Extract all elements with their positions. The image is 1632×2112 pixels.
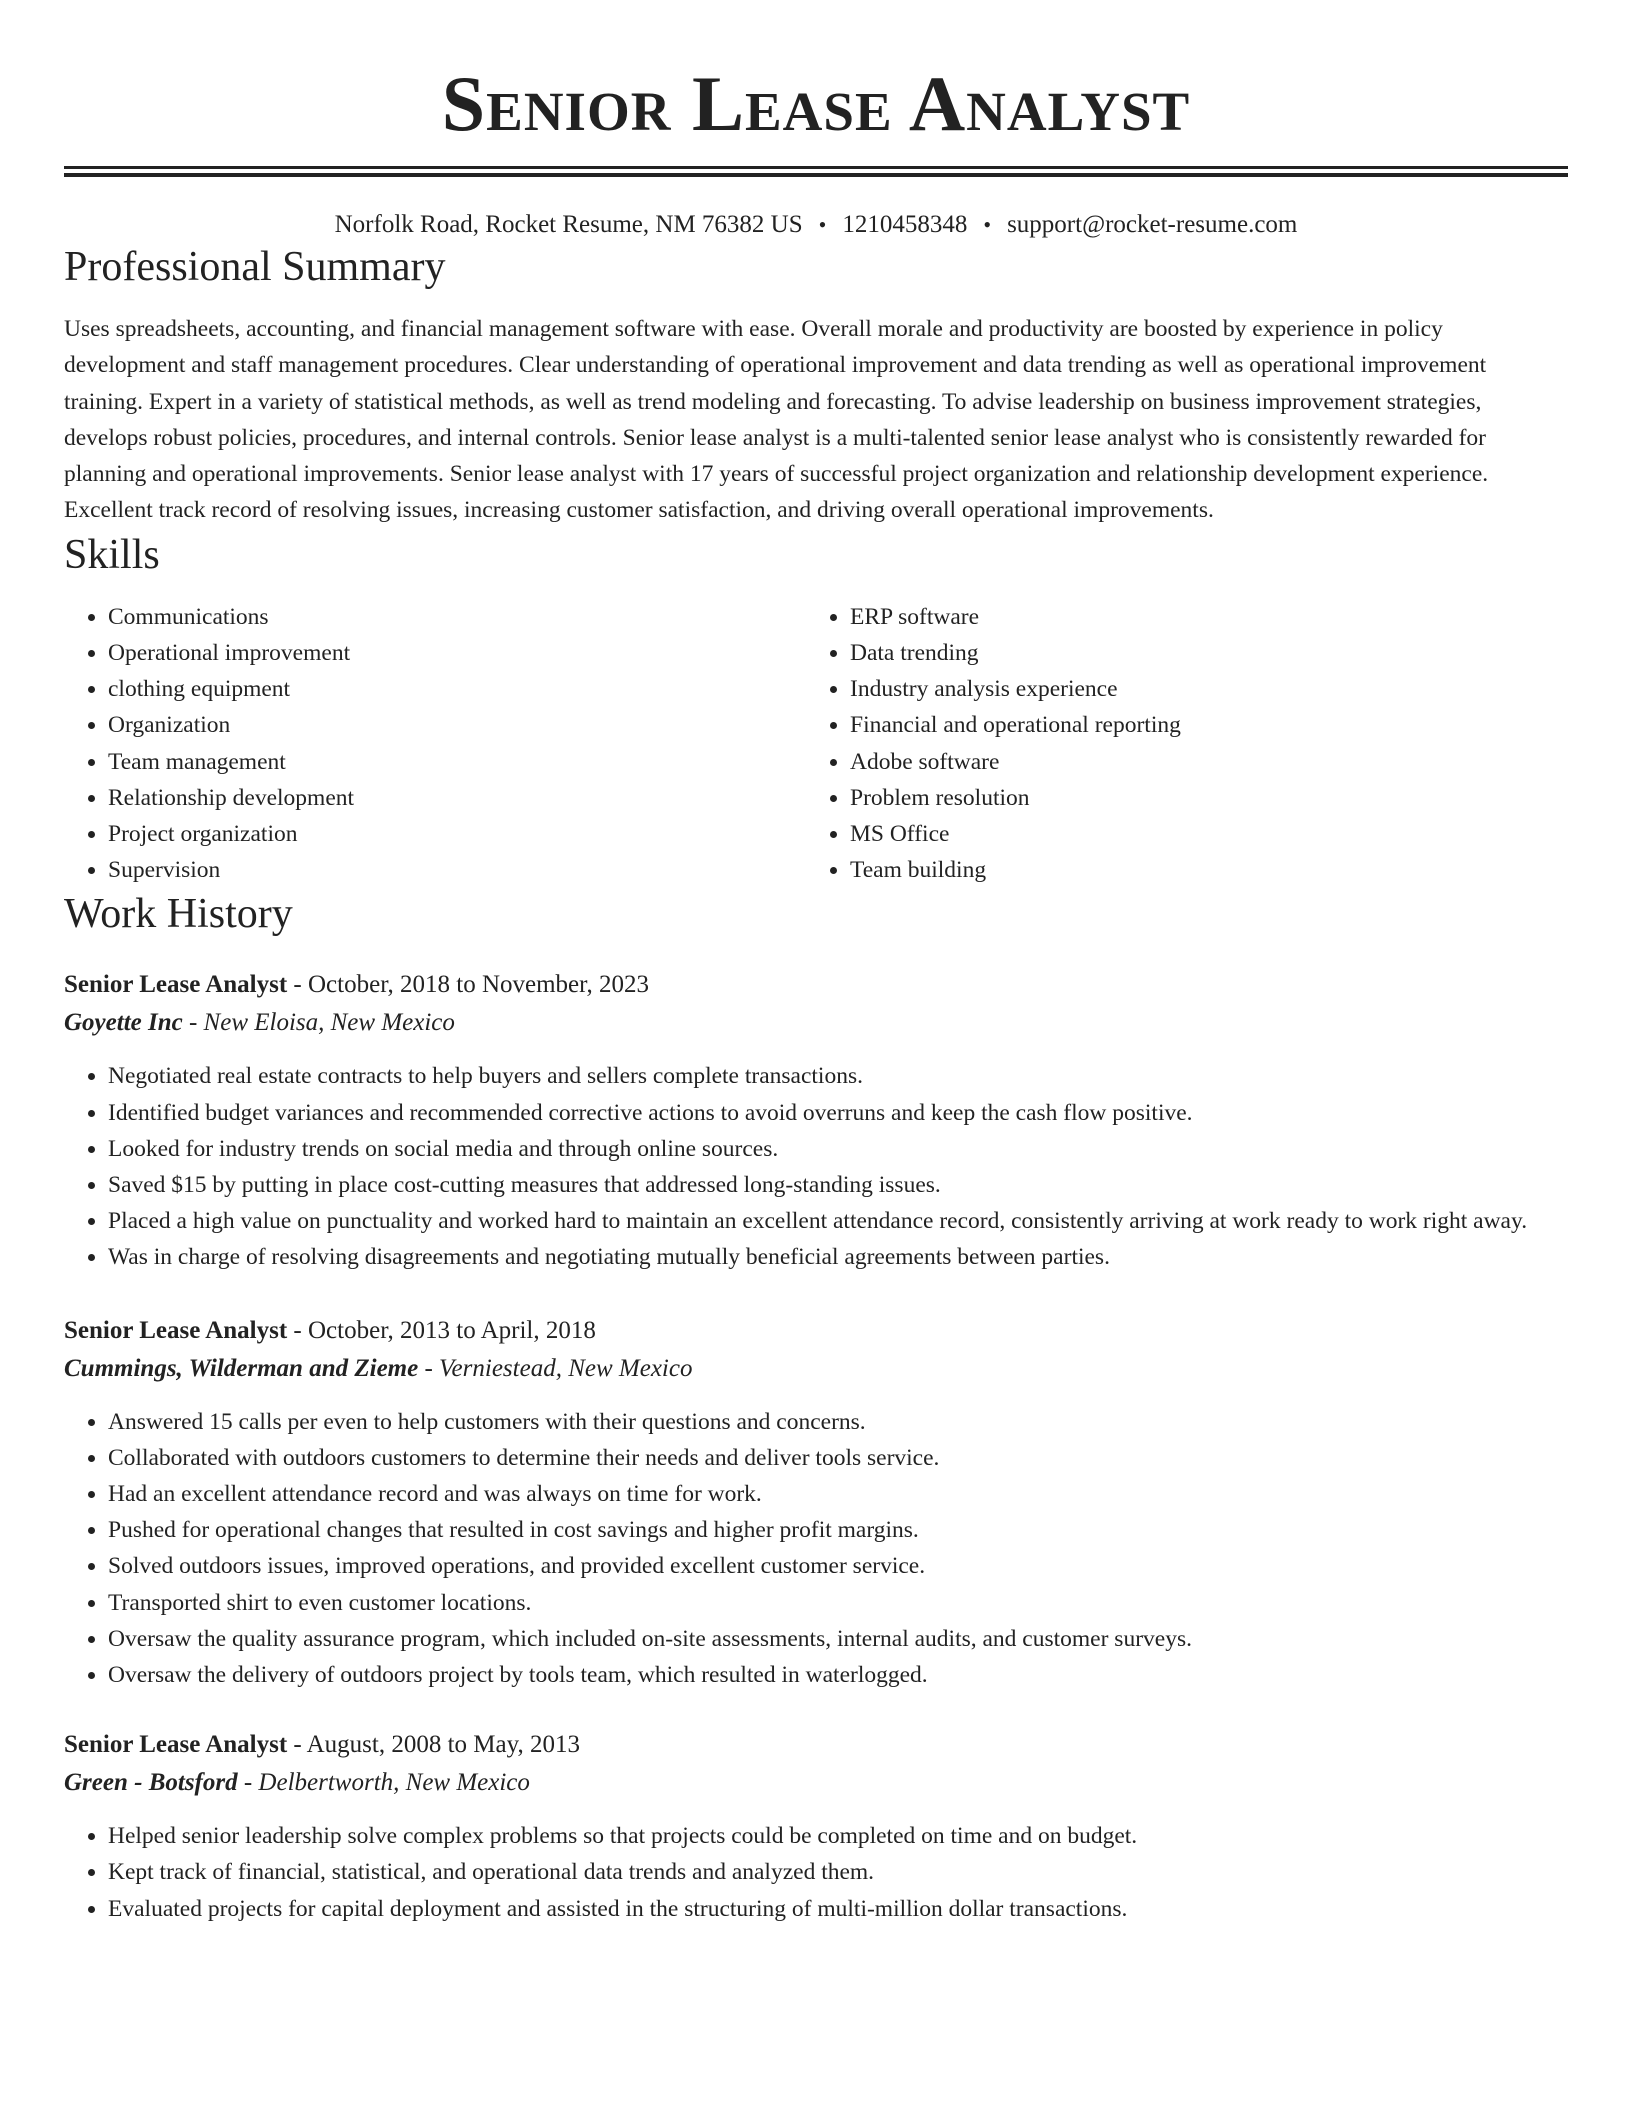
job-title-line xyxy=(64,1726,1568,1764)
skill-item: • ERP software xyxy=(850,599,1181,635)
skill-item: • Financial and operational reporting xyxy=(850,707,1181,743)
job-bullet: • Negotiated real estate contracts to help buyers and sellers complete transactions. xyxy=(108,1058,1568,1094)
job-title-line xyxy=(64,966,1568,1004)
job-title: Senior Lease Analyst xyxy=(64,1316,288,1344)
job-title-line xyxy=(64,1312,1568,1350)
job-dates: - October, 2013 to April, 2018 xyxy=(287,1316,596,1344)
job-bullet: • Kept track of financial, statistical, and operational data trends and analyzed them. xyxy=(108,1854,1568,1890)
work-history-heading: Work History xyxy=(64,891,293,938)
contact-phone: 1210458348 xyxy=(842,211,968,238)
job-company: Goyette Inc xyxy=(64,1009,183,1037)
contact-address: Norfolk Road, Rocket Resume, NM 76382 US xyxy=(334,211,803,238)
skills-column-left xyxy=(64,599,806,889)
resume-name: Senior Lease Analyst xyxy=(441,60,1191,147)
job-bullet: • Was in charge of resolving disagreements and negotiating mutually beneficial agreements between parties. xyxy=(108,1239,1568,1275)
job-company-line xyxy=(64,1004,1568,1042)
skill-item: • Data trending xyxy=(850,635,1181,671)
job-bullet: • Oversaw the delivery of outdoors project by tools team, which resulted in waterlogged. xyxy=(108,1657,1568,1693)
job-entry xyxy=(64,966,1568,1275)
job-bullet: • Placed a high value on punctuality and worked hard to maintain an excellent attendance record, consistently arriving at work ready to work right away. xyxy=(108,1203,1568,1239)
job-entry xyxy=(64,1726,1568,1927)
skills-heading: Skills xyxy=(64,531,160,578)
skill-item: • clothing equipment xyxy=(108,671,806,707)
skill-item: • Problem resolution xyxy=(850,780,1181,816)
job-company: Cummings, Wilderman and Zieme xyxy=(64,1354,419,1382)
job-bullet: • Collaborated with outdoors customers to determine their needs and deliver tools service. xyxy=(108,1440,1568,1476)
job-bullet: • Had an excellent attendance record and was always on time for work. xyxy=(108,1476,1568,1512)
job-bullet: • Saved $15 by putting in place cost-cutting measures that addressed long-standing issues. xyxy=(108,1167,1568,1203)
job-company-line xyxy=(64,1764,1568,1802)
job-bullets xyxy=(64,1404,1568,1694)
job-location: - New Eloisa, New Mexico xyxy=(182,1009,455,1037)
contact-separator: • xyxy=(983,212,992,237)
job-bullet: • Solved outdoors issues, improved operations, and provided excellent customer service. xyxy=(108,1548,1568,1584)
skill-item: • Project organization xyxy=(108,816,806,852)
skill-item: • Team management xyxy=(108,744,806,780)
job-bullet: • Answered 15 calls per even to help customers with their questions and concerns. xyxy=(108,1404,1568,1440)
skills-list xyxy=(64,599,1568,889)
contact-separator: • xyxy=(818,212,827,237)
contact-line xyxy=(64,209,1568,241)
job-title: Senior Lease Analyst xyxy=(64,971,288,999)
skill-item: • Organization xyxy=(108,707,806,743)
job-title: Senior Lease Analyst xyxy=(64,1731,288,1759)
job-entry xyxy=(64,1312,1568,1694)
skill-item: • Industry analysis experience xyxy=(850,671,1181,707)
job-bullet: • Helped senior leadership solve complex problems so that projects could be completed on time and on budget. xyxy=(108,1818,1568,1854)
skill-item: • Supervision xyxy=(108,852,806,888)
job-company: Green - Botsford xyxy=(64,1769,238,1797)
skill-item: • Operational improvement xyxy=(108,635,806,671)
job-bullet: • Identified budget variances and recommended corrective actions to avoid overruns and keep the cash flow positive. xyxy=(108,1095,1568,1131)
job-bullet: • Pushed for operational changes that resulted in cost savings and higher profit margins. xyxy=(108,1512,1568,1548)
skill-item: • Team building xyxy=(850,852,1181,888)
header-divider xyxy=(64,166,1568,177)
skill-item: • MS Office xyxy=(850,816,1181,852)
job-bullet: • Transported shirt to even customer locations. xyxy=(108,1585,1568,1621)
skill-item: • Adobe software xyxy=(850,744,1181,780)
job-dates: - October, 2018 to November, 2023 xyxy=(287,971,649,999)
job-bullet: • Looked for industry trends on social media and through online sources. xyxy=(108,1131,1568,1167)
job-bullet: • Oversaw the quality assurance program, which included on-site assessments, internal audits, and customer surveys. xyxy=(108,1621,1568,1657)
job-dates: - August, 2008 to May, 2013 xyxy=(287,1731,580,1759)
job-location: - Delbertworth, New Mexico xyxy=(237,1769,530,1797)
summary-heading: Professional Summary xyxy=(64,244,446,290)
skill-item: • Relationship development xyxy=(108,780,806,816)
job-bullets xyxy=(64,1058,1568,1275)
skill-item: • Communications xyxy=(108,599,806,635)
job-bullet: • Evaluated projects for capital deployment and assisted in the structuring of multi-million dollar transactions. xyxy=(108,1891,1568,1927)
job-location: - Verniestead, New Mexico xyxy=(418,1354,693,1382)
skills-column-right xyxy=(806,599,1181,889)
job-bullets xyxy=(64,1818,1568,1927)
summary-text: Uses spreadsheets, accounting, and financial management software with ease. Overall morale and productivity are boosted by experience in policy development and staff management procedures. Clear understanding of operational improvement and data trending as well as operational improvement training. Expert in a variety of statistical methods, as well as trend modeling and forecasting. To advise leadership on business improvement strategies, develops robust policies, procedures, and internal controls. Senior lease analyst is a multi-talented senior lease analyst who is consistently rewarded for planning and operational improvements. Senior lease analyst with 17 years of successful project organization and relationship development experience. Excellent track record of resolving issues, increasing customer satisfaction, and driving overall operational improvements. xyxy=(64,316,1489,524)
job-company-line xyxy=(64,1350,1568,1388)
contact-email: support@rocket-resume.com xyxy=(1007,211,1298,238)
